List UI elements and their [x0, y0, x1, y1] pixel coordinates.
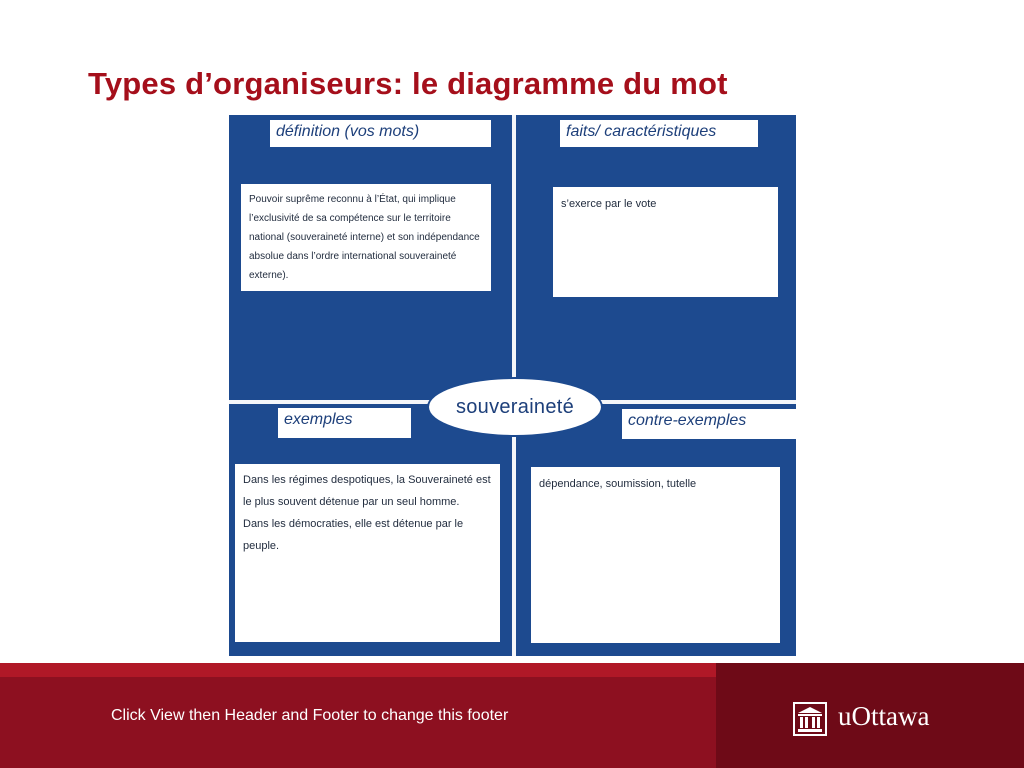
center-word: souveraineté [455, 395, 575, 418]
examples-box [235, 464, 500, 642]
counter-examples-label: contre-exemples [622, 409, 796, 439]
logo-wordmark: uOttawa [838, 701, 930, 731]
center-word-oval [427, 377, 603, 437]
building-columns-icon [792, 701, 828, 737]
characteristics-label: faits/ caractéristiques [560, 120, 758, 147]
characteristics-box [553, 187, 778, 297]
footer-text: Click View then Header and Footer to change this footer [111, 707, 509, 724]
definition-text: Pouvoir suprême reconnu à l’État, qui implique l’exclusivité de sa compétence sur le territoire national (souveraineté interne) et son indépendance absolue dans l’ordre international souveraineté externe). [249, 194, 480, 281]
characteristics-text: s’exerce par le vote [561, 198, 657, 210]
definition-label: définition (vos mots) [270, 120, 491, 147]
frayer-diagram [229, 115, 796, 656]
counter-examples-box [531, 467, 780, 643]
slide-title: Types d’organiseurs: le diagramme du mot [88, 66, 728, 101]
examples-text: Dans les régimes despotiques, la Souveraineté est le plus souvent détenue par un seul homme. Dans les démocraties, elle est détenue par le peuple. [243, 474, 491, 552]
definition-box [241, 184, 491, 291]
examples-label: exemples [278, 408, 411, 438]
counter-examples-text: dépendance, soumission, tutelle [539, 478, 697, 490]
footer-logo [716, 663, 1024, 768]
footer [0, 677, 1024, 768]
